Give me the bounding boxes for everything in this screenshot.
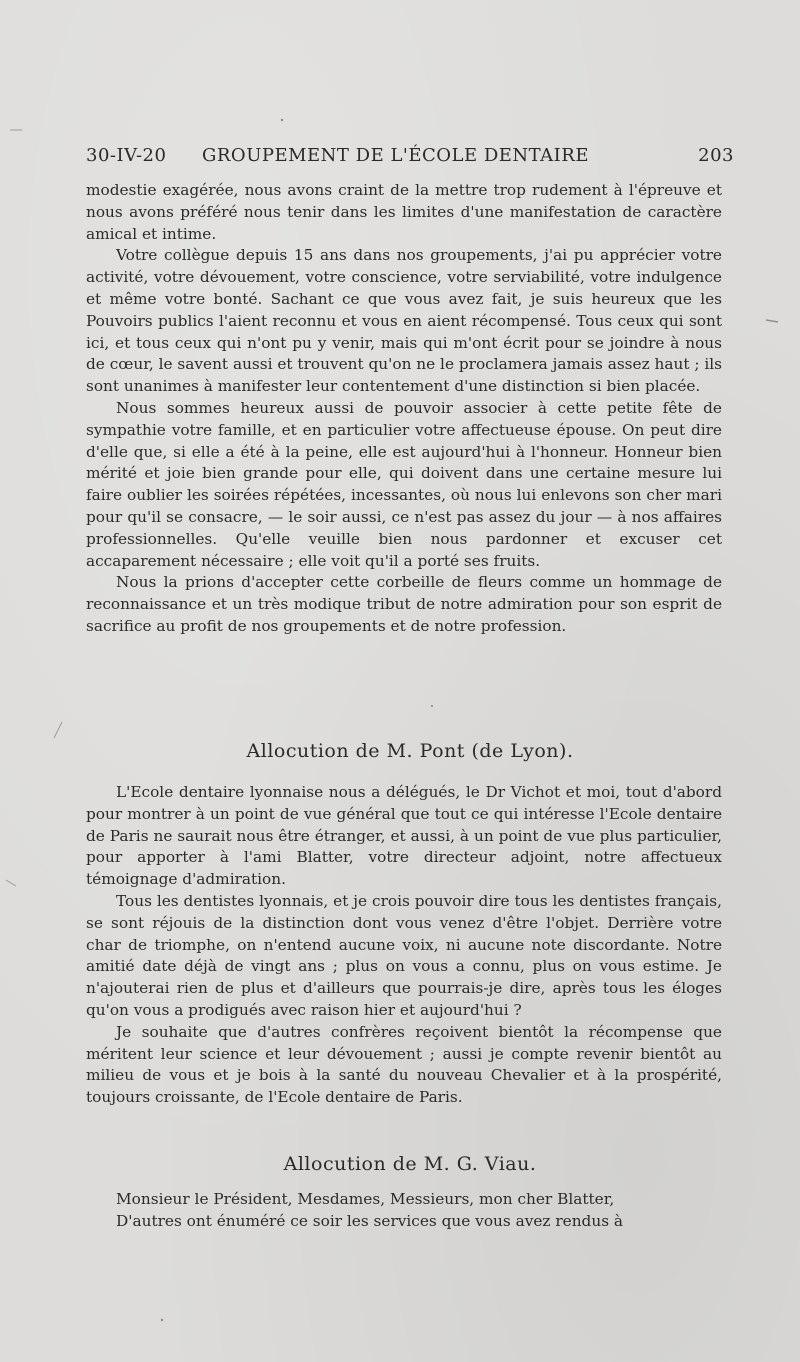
body-text-block-2 (86, 782, 722, 1109)
body-text-block-1 (86, 180, 722, 638)
paragraph: Je souhaite que d'autres confrères reçoivent bientôt la récompense que méritent leur science et leur dévouement ; aussi je compte revenir bientôt au milieu de vous et je bois à la santé du nouveau Chevalier et à la prospérité, toujours croissante, de l'Ecole dentaire de Paris. (86, 1022, 722, 1107)
paragraph: Tous les dentistes lyonnais, et je crois pouvoir dire tous les dentistes français, se sont réjouis de la distinction dont vous venez d'être l'objet. Derrière votre char de triomphe, on n'entend aucune voix, ni aucune note discordante. Notre amitié date déjà de vingt ans ; plus on vous a connu, plus on vous estime. Je n'ajouterai rien de plus et d'ailleurs que pourrais-je dire, après tous les éloges qu'on vous a prodigués avec raison hier et aujourd'hui ? (86, 891, 722, 1019)
paragraph: L'Ecole dentaire lyonnaise nous a délégués, le Dr Vichot et moi, tout d'abord pour montrer à un point de vue général que tout ce qui intéresse l'Ecole dentaire de Paris ne saurait nous être étranger, et aussi, à un point de vue plus particulier, pour apporter à l'ami Blatter, votre directeur adjoint, notre affectueux témoignage d'admiration. (86, 783, 722, 889)
section-title-pont: Allocution de M. Pont (de Lyon). (246, 740, 574, 762)
paragraph: modestie exagérée, nous avons craint de la mettre trop rudement à l'épreuve et nous avons préféré nous tenir dans les limites d'une manifestation de caractère amical et intime. (86, 181, 722, 243)
paragraph: Votre collègue depuis 15 ans dans nos groupements, j'ai pu apprécier votre activité, votre dévouement, votre conscience, votre serviabilité, votre indulgence et même votre bonté. Sachant ce que vous avez fait, je suis heureux que les Pouvoirs publics l'aient reconnu et vous en aient récompensé. Tous ceux qui sont ici, et tous ceux qui n'ont pu y venir, mais qui m'ont écrit pour se joindre à nous de cœur, le savent aussi et trouvent qu'on ne le proclamera jamais assez haut ; ils sont unanimes à manifester leur contentement d'une distinction si bien placée. (86, 246, 722, 396)
header-date: 30-IV-20 (86, 145, 167, 166)
paragraph: D'autres ont énuméré ce soir les services que vous avez rendus à (116, 1211, 624, 1230)
page-number: 203 (698, 145, 734, 166)
running-header (86, 145, 734, 171)
paragraph: Nous la prions d'accepter cette corbeille de fleurs comme un hommage de reconnaissance et un très modique tribut de notre admiration pour son esprit de sacrifice au profit de nos groupements et de notre profession. (86, 573, 722, 635)
section-title-viau: Allocution de M. G. Viau. (283, 1153, 537, 1175)
body-text-block-3 (86, 1189, 722, 1233)
paragraph: Nous sommes heureux aussi de pouvoir associer à cette petite fête de sympathie votre famille, et en particulier votre affectueuse épouse. On peut dire d'elle que, si elle a été à la peine, elle est aujourd'hui à l'honneur. Honneur bien mérité et joie bien grande pour elle, qui doivent dans une certaine mesure lui faire oublier les soirées répétées, incessantes, où nous lui enlevons son cher mari pour qu'il se consacre, — le soir aussi, ce n'est pas assez du jour — à nos affaires professionnelles. Qu'elle veuille bien nous pardonner et excuser cet accaparement nécessaire ; elle voit qu'il a porté ses fruits. (86, 398, 722, 570)
paragraph: Monsieur le Président, Mesdames, Messieurs, mon cher Blatter, (116, 1190, 615, 1208)
header-title: GROUPEMENT DE L'ÉCOLE DENTAIRE (202, 145, 589, 166)
